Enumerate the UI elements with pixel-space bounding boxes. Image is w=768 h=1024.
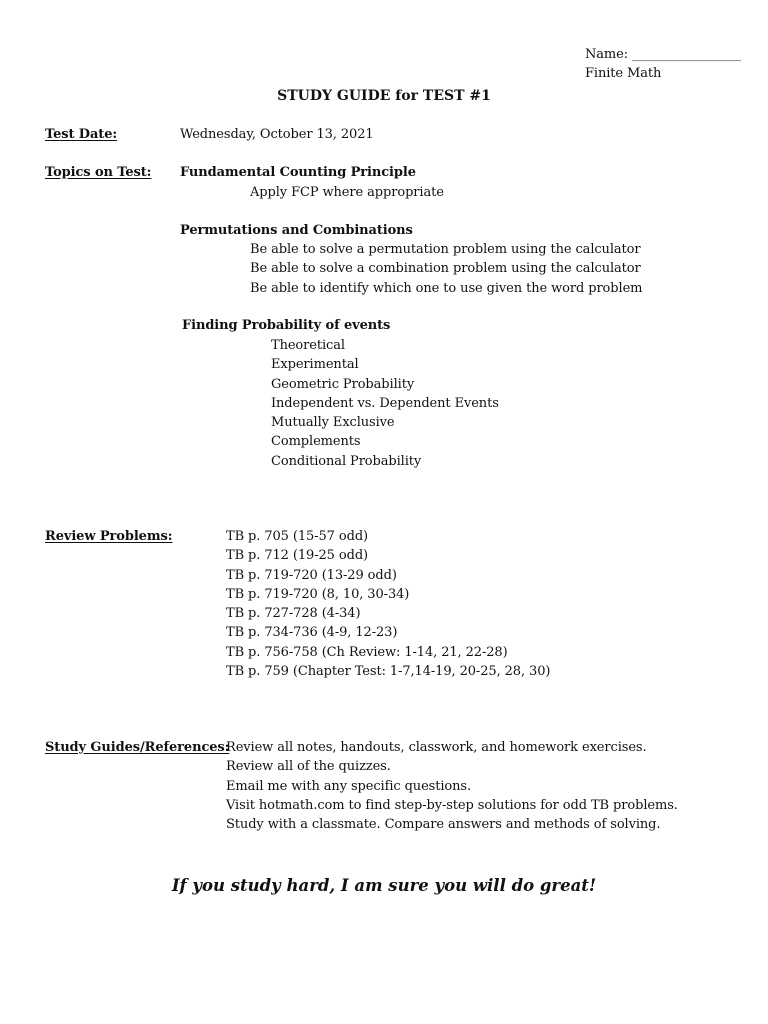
review-problem-item: TB p. 756-758 (Ch Review: 1-14, 21, 22-28) — [226, 644, 508, 660]
review-problems-list — [226, 527, 550, 681]
page-title: STUDY GUIDE for TEST #1 — [277, 88, 491, 104]
topic-heading-permutations: Permutations and Combinations — [180, 223, 413, 238]
study-guide-item: Review all notes, handouts, classwork, and homework exercises. — [226, 740, 647, 755]
topic-item: Be able to solve a combination problem using the calculator — [250, 261, 641, 277]
closing-message: If you study hard, I am sure you will do great! — [171, 876, 597, 895]
review-problem-item: TB p. 705 (15-57 odd) — [226, 529, 369, 544]
study-guide-item: Review all of the quizzes. — [226, 759, 391, 775]
topic-item: Be able to solve a permutation problem using the calculator — [250, 242, 641, 257]
name-field-label: Name: _________________ — [585, 47, 741, 62]
review-problem-item: TB p. 719-720 (13-29 odd) — [226, 567, 397, 583]
study-guides-label: Study Guides/References: — [45, 740, 230, 755]
topic-list-probability — [271, 336, 499, 471]
review-problem-item: TB p. 719-720 (8, 10, 30-34) — [226, 586, 410, 602]
topic-item: Be able to identify which one to use given the word problem — [250, 280, 643, 296]
topics-label: Topics on Test: — [45, 165, 152, 180]
test-date-value: Wednesday, October 13, 2021 — [180, 127, 374, 142]
study-guides-list — [226, 738, 678, 834]
topic-heading-fcp: Fundamental Counting Principle — [180, 165, 416, 180]
topic-item: Complements — [271, 434, 361, 450]
review-problem-item: TB p. 734-736 (4-9, 12-23) — [226, 625, 398, 641]
study-guide-item: Visit hotmath.com to find step-by-step solutions for odd TB problems. — [226, 797, 678, 813]
topic-list-permutations — [250, 240, 642, 298]
course-name: Finite Math — [585, 66, 662, 81]
topic-item: Apply FCP where appropriate — [250, 185, 444, 200]
topic-item: Theoretical — [271, 338, 345, 353]
topic-item: Experimental — [271, 357, 359, 373]
topic-item: Mutually Exclusive — [271, 415, 395, 431]
review-problem-item: TB p. 759 (Chapter Test: 1-7,14-19, 20-25, 28, 30) — [226, 664, 551, 680]
topic-item: Conditional Probability — [271, 453, 422, 469]
topic-item: Independent vs. Dependent Events — [271, 395, 499, 411]
topic-heading-probability: Finding Probability of events — [182, 318, 391, 333]
topic-item: Geometric Probability — [271, 376, 415, 392]
review-problems-label: Review Problems: — [45, 529, 173, 544]
study-guide-item: Email me with any specific questions. — [226, 778, 472, 794]
review-problem-item: TB p. 727-728 (4-34) — [226, 606, 361, 622]
test-date-label: Test Date: — [45, 127, 118, 142]
study-guide-item: Study with a classmate. Compare answers and methods of solving. — [226, 817, 661, 833]
review-problem-item: TB p. 712 (19-25 odd) — [226, 548, 369, 564]
